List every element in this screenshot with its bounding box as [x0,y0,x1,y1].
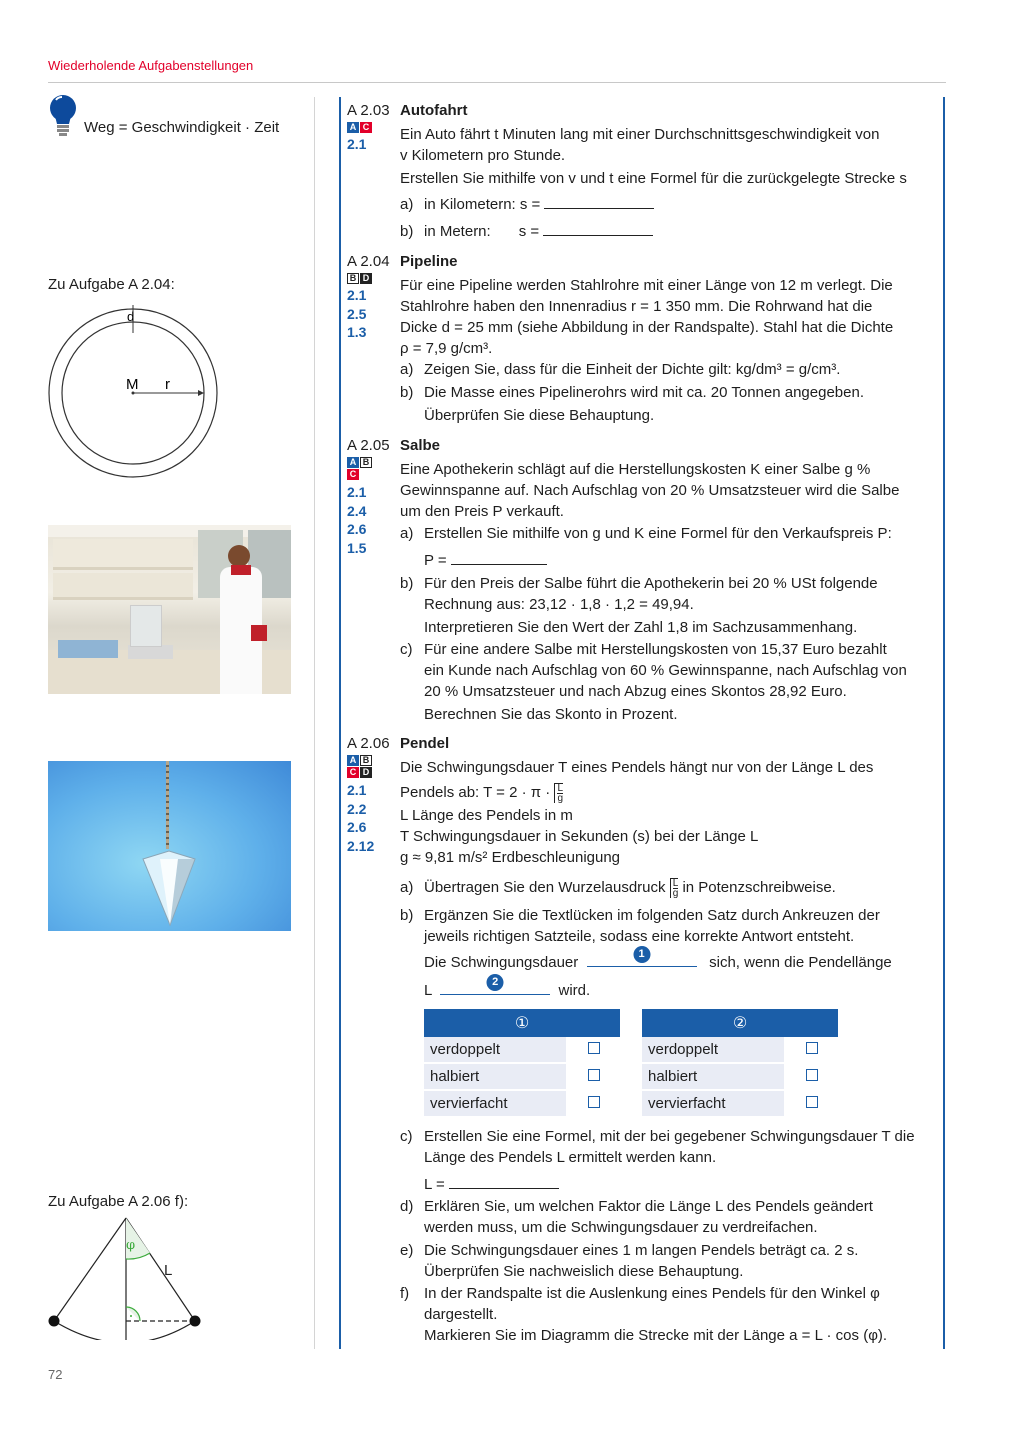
task-intro: Eine Apothekerin schlägt auf die Herstellungskosten K einer Salbe g % Gewinnspanne auf. Nach Aufschlag von 20 % Umsatzsteuer wird die Salbe um den Preis P verkauft. [400,461,900,520]
center-label: M [126,376,139,393]
task-number: A 2.04 [347,253,390,270]
radius-label: r [165,376,170,393]
curriculum-codes: 2.1 2.4 2.6 1.5 [347,484,367,556]
gap-1 [587,948,697,967]
checkbox-halbiert-2[interactable] [806,1069,818,1081]
task-title: Autofahrt [400,102,468,119]
gap-2 [440,976,550,995]
subtask-a: a) Zeigen Sie, dass für die Einheit der Dichte gilt: kg/dm³ = g/cm³. [400,361,841,378]
lightbulb-icon [48,94,78,138]
checkbox-verdoppelt-2[interactable] [806,1042,818,1054]
badge-c: C [347,469,359,480]
badge-a: A [347,755,359,766]
answer-blank[interactable] [544,194,654,209]
subtask-d: d) Erklären Sie, um welchen Faktor die Länge L des Pendels geändert werden muss, um die Schwingungsdauer zu verdreifachen. [400,1198,873,1236]
badge-b: B [360,755,372,766]
length-label: L [164,1262,173,1279]
gap-number-1: 1 [633,946,650,963]
badge-d: D [360,273,372,284]
margin-divider [314,97,315,1349]
badge-a: A [347,457,359,468]
answer-blank[interactable] [543,221,653,236]
choice-row: vervierfacht [642,1090,838,1117]
header-rule [48,82,946,83]
thickness-label: d [127,309,135,324]
checkbox-vervierfacht-2[interactable] [806,1096,818,1108]
competency-badges [347,755,375,778]
pharmacist-photo [48,525,291,694]
badge-c: C [360,122,372,133]
crystal-pendulum-photo [48,761,291,931]
subtask-b: b) Die Masse eines Pipelinerohrs wird mit ca. 20 Tonnen angegeben. Überprüfen Sie diese Behauptung. [400,384,864,424]
choice-table-header: ② [642,1009,838,1037]
subtask-b: b) in Metern: s = [400,221,940,242]
badge-b: B [347,273,359,284]
answer-blank[interactable] [449,1174,559,1189]
checkbox-verdoppelt-1[interactable] [588,1042,600,1054]
task-title: Pendel [400,735,450,752]
subtask-e: e) Die Schwingungsdauer eines 1 m langen Pendels beträgt ca. 2 s. Überprüfen Sie nachweislich diese Behauptung. [400,1242,859,1280]
choice-table-header: ① [424,1009,620,1037]
subtask-b: b) Ergänzen Sie die Textlücken im folgenden Satz durch Ankreuzen der jeweils richtigen Satzteile, sodass eine korrekte Antwort entsteht. Die Schwingungsdauer 1 sich, wenn die Pendellänge L 2 wird. [400,907,892,999]
task-column-left-rule [339,97,341,1349]
competency-badges [347,457,375,480]
checkbox-vervierfacht-1[interactable] [588,1096,600,1108]
task-intro: Ein Auto fährt t Minuten lang mit einer Durchschnittsgeschwindigkeit von v Kilometern pro Stunde. Erstellen Sie mithilfe von v und t eine Formel für die zurückgelegte Strecke s [400,126,907,187]
gap-number-2: 2 [487,974,504,991]
subtask-a: a) Erstellen Sie mithilfe von g und K eine Formel für den Verkaufspreis P: P = [400,525,892,569]
figure-label-a206f: Zu Aufgabe A 2.06 f): [48,1193,189,1210]
competency-badges [347,273,375,284]
subtask-c: c) Für eine andere Salbe mit Herstellungskosten von 15,37 Euro bezahlt ein Kunde nach Aufschlag von 60 % Gewinnspanne, nach Aufschlag von 20 % Umsatzsteuer und nach Abzug eines Skontos 28,92 Euro. Berechnen Sie das Skonto in Prozent. [400,641,907,723]
choice-table-2 [642,1009,838,1118]
badge-b: B [360,457,372,468]
curriculum-codes: 2.1 2.2 2.6 2.12 [347,782,375,854]
subtask-c: c) Erstellen Sie eine Formel, mit der bei gegebener Schwingungsdauer T die Länge des Pendels L ermittelt werden kann. L = [400,1128,915,1193]
choice-row: verdoppelt [642,1037,838,1063]
sqrt-fraction: $\frac{L}{g}$ [670,878,679,898]
figure-label-a204: Zu Aufgabe A 2.04: [48,276,175,293]
badge-d: D [360,767,372,778]
pendulum-deflection-diagram [40,1215,210,1340]
task-title: Salbe [400,437,441,454]
task-number: A 2.05 [347,437,390,454]
angle-label: φ [126,1238,136,1253]
curriculum-codes: 2.1 2.5 1.3 [347,287,367,340]
subtask-a: a) Übertragen Sie den Wurzelausdruck $\frac{L}{g}$ in Potenzschreibweise. [400,878,836,900]
badge-a: A [347,122,359,133]
choice-row: vervierfacht [424,1090,620,1117]
page-number: 72 [48,1367,63,1382]
subtask-b: b) Für den Preis der Salbe führt die Apothekerin bei 20 % USt folgende Rechnung aus: 23,12 · 1,8 · 1,2 = 49,94. Interpretieren Sie den Wert der Zahl 1,8 im Sachzusammenhang. [400,575,878,636]
answer-blank[interactable] [451,550,547,565]
choice-row: verdoppelt [424,1037,620,1063]
choice-table-1 [424,1009,620,1118]
sqrt-fraction: $\frac{L}{g}$ [554,783,563,803]
choice-row: halbiert [424,1063,620,1090]
task-number: A 2.06 [347,735,390,752]
task-title: Pipeline [400,253,458,270]
curriculum-codes: 2.1 [347,136,367,152]
competency-badges [347,122,375,133]
task-number: A 2.03 [347,102,390,119]
task-intro: Für eine Pipeline werden Stahlrohre mit einer Länge von 12 m verlegt. Die Stahlrohre haben den Innenradius r = 1 350 mm. Die Rohrwand hat die Dicke d = 25 mm (siehe Abbildung in der Randspalte). Stahl hat die Dichte ρ = 7,9 g/cm³. [400,277,894,357]
tip-text: Weg = Geschwindigkeit · Zeit [84,119,280,136]
checkbox-halbiert-1[interactable] [588,1069,600,1081]
badge-c: C [347,767,359,778]
running-head: Wiederholende Aufgabenstellungen [48,58,254,73]
task-intro: Die Schwingungsdauer T eines Pendels hängt nur von der Länge L des Pendels ab: T = 2 · π · $\frac{L}{g}$ L Länge des Pendels in m T Schwingungsdauer in Sekunden (s) bei der Länge L g ≈ 9,81 m/s² Erdbeschleunigung [400,759,874,867]
pipe-cross-section-diagram [48,305,220,480]
tip-box [48,94,279,138]
subtask-f: f) In der Randspalte ist die Auslenkung eines Pendels für den Winkel φ dargestellt. Markieren Sie im Diagramm die Strecke mit der Länge a = L · cos (φ). [400,1285,888,1344]
task-column-right-rule [943,97,945,1349]
choice-row: halbiert [642,1063,838,1090]
subtask-a: a) in Kilometern: s = [400,194,940,215]
